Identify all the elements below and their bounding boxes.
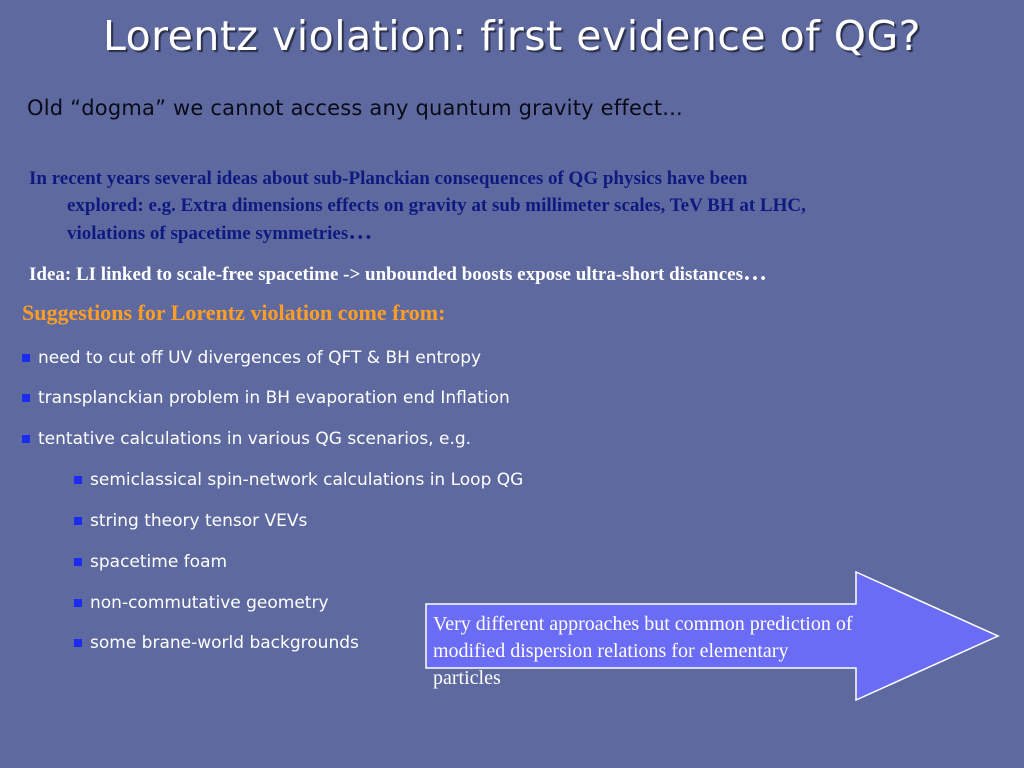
list-item-text: spacetime foam: [90, 552, 228, 572]
bullet-square-icon: [74, 639, 82, 647]
arrow-callout-text: [433, 611, 853, 692]
list-item-text: tentative calculations in various QG scenarios, e.g.: [38, 429, 472, 449]
paragraph-recent-ideas: [29, 165, 989, 247]
ellipsis: …: [743, 260, 768, 286]
paragraph-line: [29, 219, 989, 247]
paragraph-line: explored: e.g. Extra dimensions effects on gravity at sub millimeter scales, TeV BH at LHC,: [67, 195, 806, 216]
sub-list-item: [74, 633, 359, 653]
paragraph-idea: [29, 260, 767, 288]
list-item-text: some brane-world backgrounds: [90, 633, 359, 653]
paragraph-line: In recent years several ideas about sub-Planckian consequences of QG physics have been: [29, 168, 748, 189]
arrow-callout-line: modified dispersion relations for elementary particles: [433, 640, 789, 689]
list-item-text: transplanckian problem in BH evaporation end Inflation: [38, 388, 510, 408]
sub-list-item: [74, 470, 523, 490]
bullet-square-icon: [74, 558, 82, 566]
bullet-square-icon: [74, 476, 82, 484]
list-item: [22, 388, 510, 408]
list-item-text: need to cut off UV divergences of QFT & BH entropy: [38, 348, 482, 368]
paragraph-idea-text: Idea: LI linked to scale-free spacetime -> unbounded boosts expose ultra-short distances: [29, 264, 744, 285]
slide-subtitle: Old “dogma” we cannot access any quantum gravity effect...: [27, 96, 683, 120]
list-item-text: semiclassical spin-network calculations in Loop QG: [90, 470, 524, 490]
sub-list-item: [74, 511, 307, 531]
arrow-callout-line: Very different approaches but common prediction of: [433, 613, 853, 635]
paragraph-line-text: violations of spacetime symmetries: [67, 223, 349, 244]
bullet-square-icon: [74, 599, 82, 607]
bullet-square-icon: [22, 394, 30, 402]
section-heading: Suggestions for Lorentz violation come from:: [22, 300, 446, 325]
list-item: [22, 348, 481, 368]
bullet-square-icon: [22, 435, 30, 443]
sub-list-item: [74, 593, 329, 613]
ellipsis: …: [348, 219, 373, 245]
list-item: [22, 429, 471, 449]
bullet-square-icon: [22, 354, 30, 362]
list-item-text: string theory tensor VEVs: [90, 511, 308, 531]
sub-list-item: [74, 552, 227, 572]
list-item-text: non-commutative geometry: [90, 593, 329, 613]
bullet-square-icon: [74, 517, 82, 525]
slide-title: Lorentz violation: first evidence of QG?: [102, 12, 922, 60]
